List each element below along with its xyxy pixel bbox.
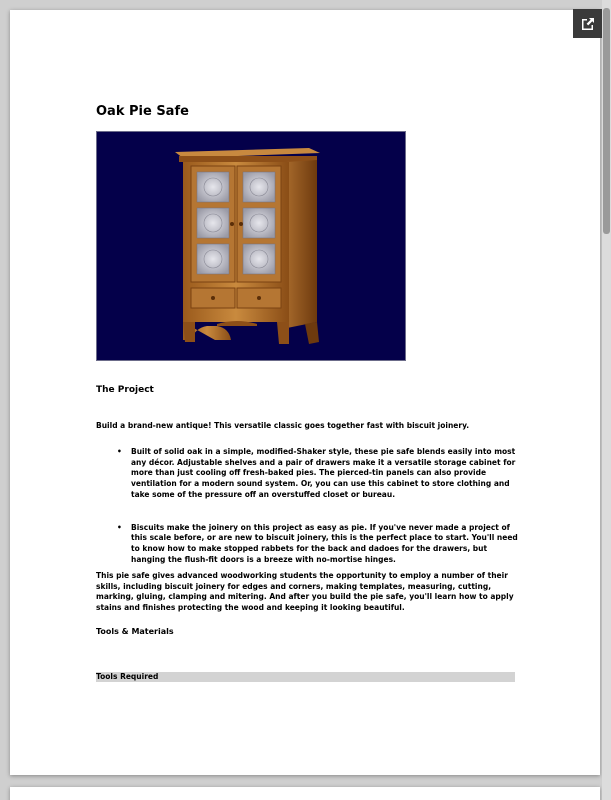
section-heading-tools: Tools & Materials	[96, 627, 174, 636]
description-paragraph: This pie safe gives advanced woodworking students the opportunity to employ a number of their skills, including biscuit joinery for edges and corners, making templates, measuring, cutting, marking, gluing, clamping and mitering. And after you build the pie safe, you'll learn how to apply stains and finishes protecting the wood and keeping it looking beautiful.	[96, 571, 514, 613]
vertical-scrollbar[interactable]	[602, 0, 611, 800]
list-item-text: Built of solid oak in a simple, modified-Shaker style, these pie safe blends easily into most any décor. Adjustable shelves and a pair of drawers make it a versatile storage cabinet for more than just cooling off fresh-baked pies. The pierced-tin panels can also provide ventilation for a modern sound system. Or, you can use this cabinet to store clothing and take some of the pressure off an overstuffed closet or bureau.	[131, 447, 516, 499]
tools-required-header: Tools Required	[96, 672, 515, 682]
scrollbar-thumb[interactable]	[603, 8, 610, 234]
bullet-marker: •	[117, 522, 122, 532]
next-document-page	[10, 787, 600, 800]
open-in-new-window-button[interactable]	[573, 9, 602, 38]
intro-text: Build a brand-new antique! This versatile classic goes together fast with biscuit joinery.	[96, 421, 470, 430]
pie-safe-image	[96, 131, 406, 361]
pie-safe-illustration	[97, 132, 405, 360]
list-item-text: Biscuits make the joinery on this project as easy as pie. If you've never made a project of this scale before, or are new to biscuit joinery, this is the perfect place to start. You'll need to know how to make stopped rabbets for the back and dadoes for the drawers, but hanging the flush-fit doors is a breeze with no-mortise hinges.	[131, 522, 518, 564]
document-title: Oak Pie Safe	[96, 104, 189, 119]
list-item	[110, 523, 520, 566]
document-page	[10, 10, 600, 775]
section-heading-project: The Project	[96, 385, 154, 395]
feature-list	[110, 447, 520, 565]
list-item	[110, 447, 520, 501]
bullet-marker: •	[117, 447, 122, 456]
open-in-new-window-icon	[580, 16, 596, 32]
